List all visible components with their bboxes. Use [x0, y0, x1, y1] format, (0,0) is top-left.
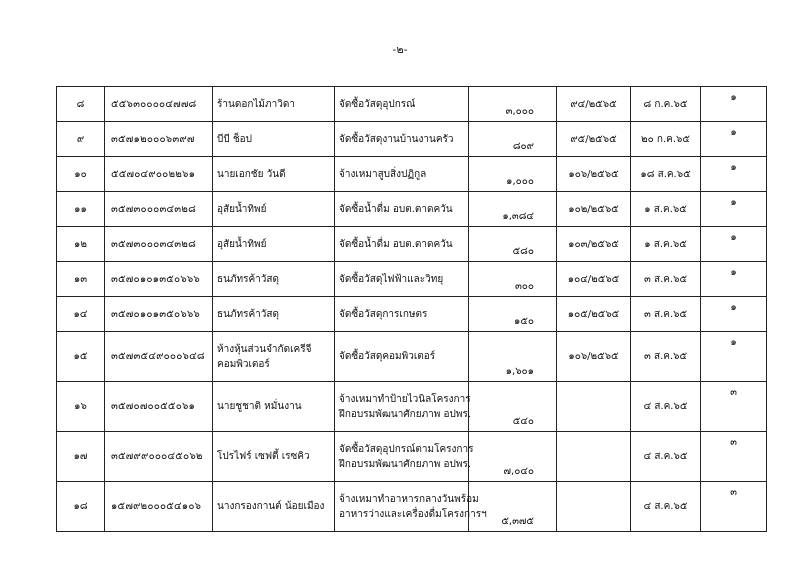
contract-ref-cell: ๑๐๖/๒๕๖๕	[557, 332, 631, 382]
date-cell: ๓ ส.ค.๖๕	[631, 297, 701, 332]
row-number-cell: ๙	[57, 122, 105, 157]
description-line: จัดซื้อวัสดุอุปกรณ์ตามโครงการ	[339, 443, 474, 455]
contract-ref-cell: ๙๔/๒๕๖๕	[557, 87, 631, 122]
description-line: จัดซื้อวัสดุการเกษตร	[339, 308, 428, 320]
vendor-name-line: ห้างหุ้นส่วนจำกัดเครีจี	[217, 343, 312, 355]
vendor-name-line: อุสัยน้ำทิพย์	[217, 238, 267, 250]
contract-ref-cell: ๙๕/๒๕๖๕	[557, 122, 631, 157]
type-code-cell: ๑	[701, 157, 767, 192]
description-line: จัดซื้อวัสดุอุปกรณ์	[339, 98, 416, 110]
description-cell	[335, 382, 472, 432]
row-number-cell: ๑๒	[57, 227, 105, 262]
page-number: -๒-	[392, 43, 408, 56]
description-line: อาหารว่างและเครื่องดื่มโครงการฯ	[339, 508, 487, 520]
description-cell	[335, 297, 469, 332]
amount-cell: ๓๐๐	[469, 262, 557, 297]
table-row	[57, 482, 767, 532]
vendor-name-cell	[213, 432, 335, 482]
procurement-table	[56, 86, 767, 532]
date-cell: ๒๐ ก.ค.๖๕	[631, 122, 701, 157]
vendor-name-cell	[213, 262, 335, 297]
tax-id-cell: ๑๕๗๙๒๐๐๐๕๔๑๐๖	[105, 482, 213, 532]
contract-ref-cell: ๑๐๔/๒๕๖๕	[557, 262, 631, 297]
tax-id-cell: ๓๕๗๓๐๐๐๓๔๓๒๘	[105, 227, 213, 262]
description-line: จ้างเหมาทำอาหารกลางวันพร้อม	[339, 493, 479, 505]
type-code-cell: ๑	[701, 87, 767, 122]
row-number-cell: ๑๕	[57, 332, 105, 382]
row-number-cell: ๑๔	[57, 297, 105, 332]
vendor-name-line: คอมพิวเตอร์	[217, 358, 270, 370]
description-cell	[335, 332, 469, 382]
contract-ref-cell	[557, 382, 631, 432]
vendor-name-cell	[213, 227, 335, 262]
type-code-cell: ๑	[701, 297, 767, 332]
type-code-cell: ๓	[701, 482, 767, 532]
tax-id-cell: ๓๕๗๐๗๐๐๕๕๐๖๑	[105, 382, 213, 432]
row-number-cell: ๑๓	[57, 262, 105, 297]
type-code-cell: ๑	[701, 192, 767, 227]
contract-ref-cell: ๑๐๖/๒๕๖๕	[557, 157, 631, 192]
vendor-name-line: นายเอกชัย วันดี	[217, 168, 286, 180]
description-line: จัดซื้อวัสดุไฟฟ้าและวิทยุ	[339, 273, 444, 285]
type-code-cell: ๑	[701, 122, 767, 157]
table-row	[57, 122, 767, 157]
contract-ref-cell	[557, 482, 631, 532]
row-number-cell: ๑๘	[57, 482, 105, 532]
contract-ref-cell: ๑๐๒/๒๕๖๕	[557, 192, 631, 227]
amount-cell: ๑,๐๐๐	[469, 157, 557, 192]
row-number-cell: ๑๗	[57, 432, 105, 482]
vendor-name-cell	[213, 382, 335, 432]
amount-cell: ๓,๐๐๐	[469, 87, 557, 122]
vendor-name-line: ธนภัทรค้าวัสดุ	[217, 273, 280, 285]
vendor-name-cell	[213, 482, 335, 532]
vendor-name-line: โปรไฟร์ เซฟตี้ เรซคิว	[217, 451, 310, 462]
vendor-name-line: นายชูชาติ หมั่นงาน	[217, 401, 302, 412]
row-number-cell: ๑๖	[57, 382, 105, 432]
description-line: จ้างเหมาสูบสิ่งปฏิกูล	[339, 168, 427, 180]
amount-cell: ๘๐๙	[469, 122, 557, 157]
row-number-cell: ๑๑	[57, 192, 105, 227]
table-row	[57, 332, 767, 382]
tax-id-cell: ๓๕๗๓๐๐๐๓๔๓๒๘	[105, 192, 213, 227]
tax-id-cell: ๕๕๗๐๔๙๐๐๒๒๖๑	[105, 157, 213, 192]
description-cell	[335, 87, 469, 122]
table-row	[57, 87, 767, 122]
table-row	[57, 157, 767, 192]
description-cell	[335, 122, 469, 157]
vendor-name-cell	[213, 157, 335, 192]
vendor-name-cell	[213, 122, 335, 157]
type-code-cell: ๑	[701, 332, 767, 382]
table-row	[57, 297, 767, 332]
type-code-cell: ๓	[701, 382, 767, 432]
date-cell: ๓ ส.ค.๖๕	[631, 262, 701, 297]
description-line: จ้างเหมาทำป้ายไวนิลโครงการ	[339, 393, 471, 405]
table-row	[57, 262, 767, 297]
tax-id-cell: ๓๕๗๐๑๐๑๓๕๐๖๖๖	[105, 297, 213, 332]
table-body	[57, 87, 767, 532]
description-line: ฝึกอบรมพัฒนาศักยภาพ อปพร.	[339, 458, 472, 470]
date-cell: ๓ ส.ค.๖๕	[631, 332, 701, 382]
vendor-name-cell	[213, 297, 335, 332]
description-line: จัดซื้อวัสดุงานบ้านงานครัว	[339, 133, 454, 145]
vendor-name-cell	[213, 87, 335, 122]
description-cell	[335, 482, 487, 532]
description-cell	[335, 157, 469, 192]
row-number-cell: ๑๐	[57, 157, 105, 192]
description-line: ฝึกอบรมพัฒนาศักยภาพ อปพร.	[339, 408, 472, 420]
description-cell	[335, 432, 474, 482]
amount-cell: ๑,๓๘๔	[469, 192, 557, 227]
tax-id-cell: ๓๕๗๐๑๐๑๓๕๐๖๖๖	[105, 262, 213, 297]
amount-cell: ๑๕๐	[469, 297, 557, 332]
tax-id-cell: ๓๕๗๑๒๐๐๐๖๓๙๗	[105, 122, 213, 157]
amount-cell: ๕๔๐	[469, 382, 557, 432]
table-row	[57, 227, 767, 262]
description-line: จัดซื้อน้ำดื่ม อบต.ตาดควัน	[339, 203, 453, 215]
vendor-name-line: บีบี ช็อป	[217, 133, 253, 145]
vendor-name-line: ธนภัทรค้าวัสดุ	[217, 308, 280, 320]
date-cell: ๑ ส.ค.๖๕	[631, 227, 701, 262]
tax-id-cell: ๓๕๗๓๕๔๙๐๐๐๖๔๘	[105, 332, 213, 382]
date-cell: ๑ ส.ค.๖๕	[631, 192, 701, 227]
vendor-name-line: อุสัยน้ำทิพย์	[217, 203, 267, 215]
type-code-cell: ๑	[701, 262, 767, 297]
description-line: จัดซื้อวัสดุคอมพิวเตอร์	[339, 351, 436, 362]
vendor-name-line: ร้านดอกไม้ภาวิดา	[217, 98, 295, 110]
date-cell: ๘ ก.ค.๖๕	[631, 87, 701, 122]
type-code-cell: ๓	[701, 432, 767, 482]
description-line: จัดซื้อน้ำดื่ม อบต.ตาดควัน	[339, 238, 453, 250]
table-row	[57, 432, 767, 482]
vendor-name-cell	[213, 192, 335, 227]
date-cell: ๔ ส.ค.๖๕	[631, 482, 701, 532]
table-row	[57, 192, 767, 227]
type-code-cell: ๑	[701, 227, 767, 262]
contract-ref-cell: ๑๐๓/๒๕๖๕	[557, 227, 631, 262]
contract-ref-cell	[557, 432, 631, 482]
description-cell	[335, 262, 469, 297]
amount-cell: ๑,๖๐๑	[469, 332, 557, 382]
vendor-name-cell	[213, 332, 335, 382]
description-cell	[335, 227, 469, 262]
tax-id-cell: ๕๕๖๓๐๐๐๐๔๗๗๘	[105, 87, 213, 122]
vendor-name-line: นางกรองกานต์ น้อยเมือง	[217, 501, 325, 512]
table-row	[57, 382, 767, 432]
date-cell: ๑๘ ส.ค.๖๕	[631, 157, 701, 192]
date-cell: ๔ ส.ค.๖๕	[631, 382, 701, 432]
description-cell	[335, 192, 469, 227]
row-number-cell: ๘	[57, 87, 105, 122]
date-cell: ๔ ส.ค.๖๕	[631, 432, 701, 482]
amount-cell: ๕,๓๗๕	[469, 482, 557, 532]
amount-cell: ๗,๐๔๐	[469, 432, 557, 482]
contract-ref-cell: ๑๐๕/๒๕๖๕	[557, 297, 631, 332]
tax-id-cell: ๓๕๗๙๙๐๐๐๔๕๐๖๒	[105, 432, 213, 482]
amount-cell: ๕๘๐	[469, 227, 557, 262]
